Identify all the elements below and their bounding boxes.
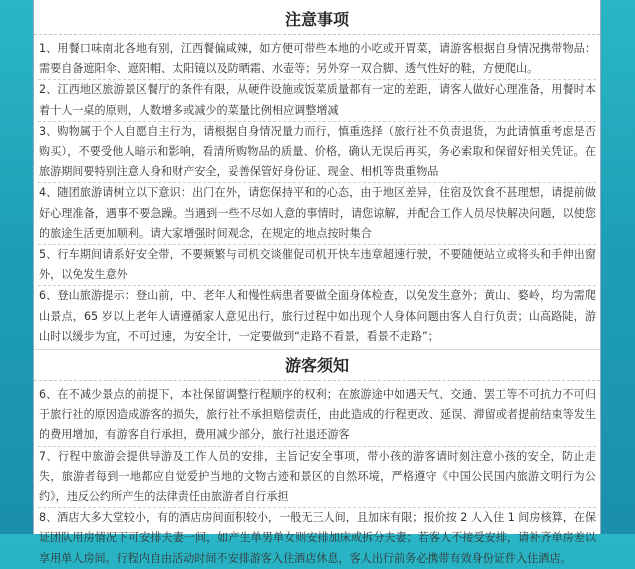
list-item: 6、在不减少景点的前提下，本社保留调整行程顺序的权利；在旅游途中如遇天气、交通、罢工等不可抗力不可归于旅行社的原因造成游客的损失，旅行社不承担赔偿责任，由此造成的行程更改、延误、滞留或者提前结束等发生的费用增加，有游客自行承担，费用减少部分，旅行社退还游客 — [38, 385, 596, 447]
list-item: 3、购物属于个人自愿自主行为，请根据自身情况量力而行，慎重选择（旅行社不负责退货，为此请慎重考虑是否购买），不要受他人暗示和影响，看清所购物品的质量、价格，确认无误后再买，务必索取和保留好相关凭证。在旅游期间要特别注意人身和财产安全，妥善保管好身份证、现金、相机等贵重物品 — [38, 122, 596, 184]
notes-list — [34, 35, 600, 347]
notice-panel — [33, 0, 601, 565]
list-item: 6、登山旅游提示：登山前，中、老年人和慢性病患者要做全面身体检查，以免发生意外；黄山、婺岭，均为需爬山景点，65 岁以上老年人请遵循家人意见出行，旅行过程中如出现个人身体问题由客人自行负责；山高路陡，游山时以缓步为宜，不可过速，为安全计，一定要做到“走路不看景，看景不走路”； — [39, 289, 596, 343]
list-item: 8、酒店大多大堂较小，有的酒店房间面积较小，一般无三人间，且加床有限；报价按 2 人入住 1 间房核算，在保证团队用房情况下可安排夫妻一间，如产生单男单女则安排加床或拆分夫妻；若客人不接受安排，请补齐单房差以享用单人房间。行程内自由活动时间不安排游客入住酒店休息，客人出行前务必携带有效身份证件入住酒店。 — [39, 511, 596, 565]
list-item: 7、行程中旅游会提供导游及工作人员的安排，主旨记安全事项，带小孩的游客请时刻注意小孩的安全，防止走失，旅游者每到一地都应自觉爱护当地的文物古迹和景区的自然环境，严格遵守《中国公民国内旅游文明行为公约》，违反公约所产生的法律责任由旅游者自行承担 — [38, 447, 596, 509]
section-title-guest-info: 游客须知 — [34, 349, 600, 381]
section-title-notes: 注意事项 — [34, 0, 600, 35]
list-item: 2、江西地区旅游景区餐厅的条件有限，从硬件设施或饭菜质量都有一定的差距，请客人做好心理准备，用餐时本着十人一桌的原则，人数增多或减少的菜量比例相应调整增减 — [38, 80, 596, 121]
list-item: 4、随团旅游请树立以下意识：出门在外，请您保持平和的心态，由于地区差异，住宿及饮食不甚理想，请提前做好心理准备，遇事不要急躁。当遇到一些不尽如人意的事情时，请您谅解，并配合工作人员尽快解决问题，以使您的旅途生活更加顺利。请大家增强时间观念，在规定的地点按时集合 — [38, 183, 596, 245]
guest-info-list — [34, 381, 600, 569]
list-item: 1、用餐口味南北各地有别，江西餐偏咸辣，如方便可带些本地的小吃或开胃菜，请游客根据自身情况携带物品：需要自备遮阳伞、遮阳帽、太阳镜以及防晒霜、水壶等；另外穿一双合脚、透气性好的鞋，方便爬山。 — [38, 39, 596, 80]
list-item: 5、行车期间请系好安全带，不要频繁与司机交谈催促司机开快车违章超速行驶，不要随便站立或将头和手伸出窗外，以免发生意外 — [38, 245, 596, 286]
